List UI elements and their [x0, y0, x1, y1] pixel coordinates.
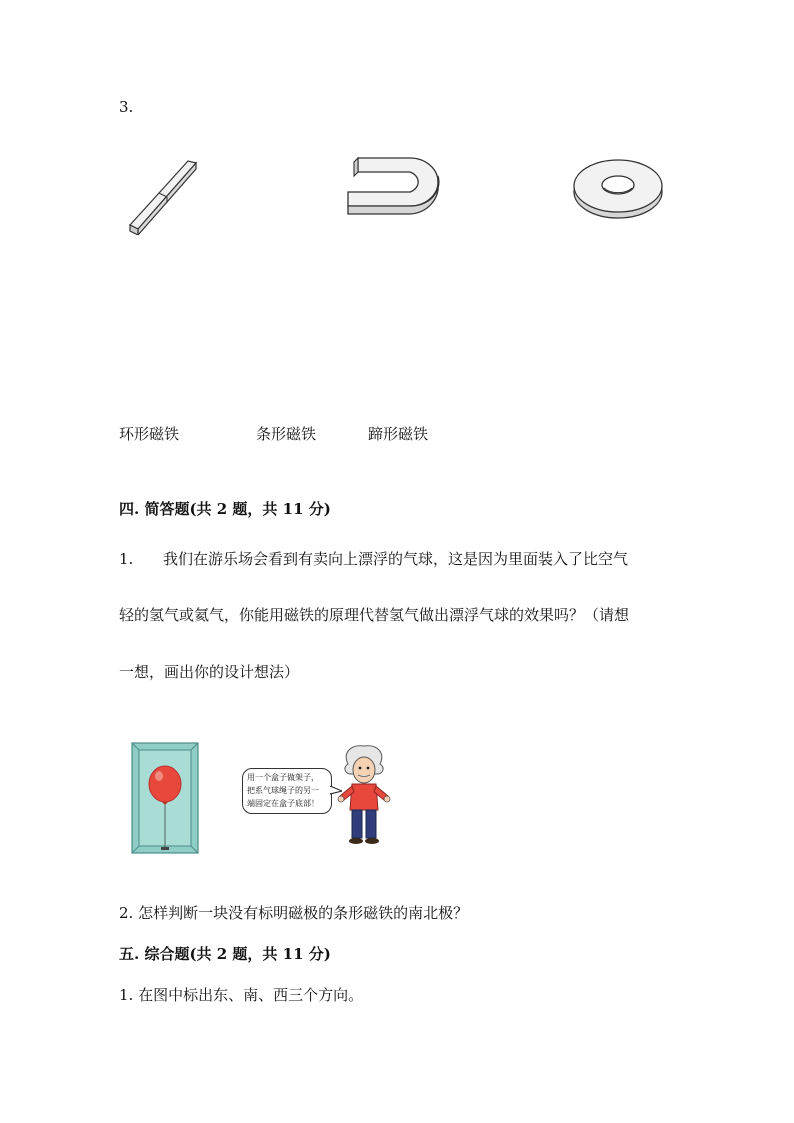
- bar-magnet-illustration: [124, 155, 202, 235]
- ring-magnet-illustration: [568, 152, 668, 222]
- question-number: 1.: [119, 550, 134, 568]
- balloon-box-illustration: [131, 742, 201, 856]
- scientist-character-illustration: [336, 744, 392, 846]
- speech-line: 端固定在盒子底部！: [247, 799, 319, 808]
- horseshoe-magnet-illustration: [340, 152, 444, 222]
- speech-line: 用一个盒子做架子，: [247, 773, 319, 782]
- section-heading: 四. 简答题(共 2 题，共 11 分): [119, 500, 331, 518]
- label-horseshoe-magnet: 蹄形磁铁: [368, 425, 429, 443]
- speech-line: 把系气球绳子的另一: [247, 786, 319, 795]
- question-text: 我们在游乐场会看到有卖向上漂浮的气球，这是因为里面装入了比空气: [163, 550, 629, 568]
- section-heading: 五. 综合题(共 2 题，共 11 分): [119, 945, 331, 963]
- question-number: 3.: [119, 98, 134, 116]
- question-text: 1. 在图中标出东、南、西三个方向。: [119, 986, 364, 1004]
- speech-bubble: [242, 768, 332, 814]
- label-bar-magnet: 条形磁铁: [256, 425, 317, 443]
- question-text: 轻的氢气或氦气，你能用磁铁的原理代替氢气做出漂浮气球的效果吗？（请想: [119, 606, 630, 624]
- question-text: 一想，画出你的设计想法）: [119, 663, 300, 681]
- question-text: 2. 怎样判断一块没有标明磁极的条形磁铁的南北极？: [119, 904, 469, 922]
- label-ring-magnet: 环形磁铁: [119, 425, 180, 443]
